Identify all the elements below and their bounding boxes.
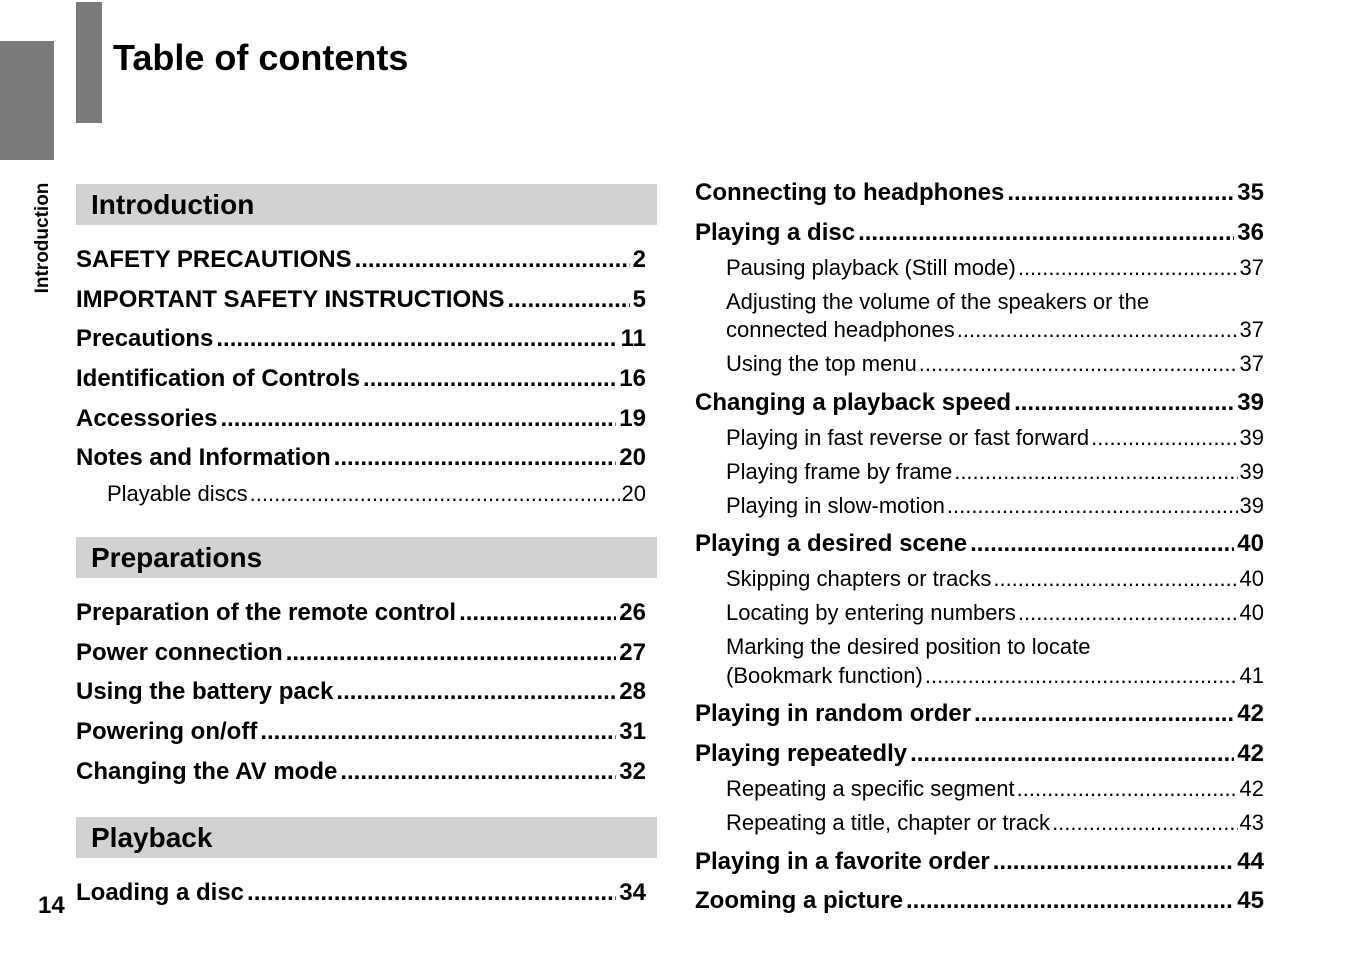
toc-entry-notes-and-information[interactable] [76,444,646,472]
toc-entry-page: 43 [1239,810,1264,835]
dot-leader [910,740,1234,768]
toc-entry-page: 11 [620,325,646,352]
toc-entry-page: 39 [1237,389,1264,416]
toc-entry-page: 34 [619,879,646,906]
section-header-preparations: Preparations [76,537,657,578]
dot-leader [250,481,620,507]
dot-leader [334,444,617,472]
toc-entry-page: 19 [619,405,646,432]
toc-entry-label: Powering on/off [76,718,258,745]
toc-entry-powering-on-off[interactable] [76,718,646,746]
toc-entry-label: Accessories [76,405,218,432]
dot-leader [993,848,1235,876]
toc-entry-page: 37 [1239,317,1264,342]
dot-leader [1014,389,1234,417]
dot-leader [355,246,630,274]
dot-leader [247,879,616,907]
toc-entry-repeating-segment[interactable] [726,776,1264,802]
toc-entry-connecting-headphones[interactable] [695,179,1264,207]
toc-entry-safety-precautions[interactable] [76,246,646,274]
toc-entry-label: Playable discs [107,481,248,506]
section-header-introduction: Introduction [76,184,657,225]
toc-entry-desired-scene[interactable] [695,530,1264,558]
dot-leader [993,566,1237,592]
toc-entry-label: Power connection [76,639,283,666]
toc-entry-label: Changing a playback speed [695,389,1012,416]
toc-entry-fast-reverse-forward[interactable] [726,425,1264,451]
toc-entry-page: 20 [621,481,646,506]
toc-entry-label: Loading a disc [76,879,245,906]
dot-leader [919,351,1238,377]
toc-entry-page: 45 [1237,887,1264,914]
dot-leader [340,758,616,786]
side-tab [0,41,54,160]
toc-entry-playable-discs[interactable] [107,481,646,507]
toc-entry-random-order[interactable] [695,700,1264,728]
toc-entry-page: 32 [619,758,646,785]
toc-entry-page: 26 [619,599,646,626]
toc-entry-frame-by-frame[interactable] [726,459,1264,485]
toc-entry-page: 40 [1239,600,1264,625]
toc-entry-zooming-picture[interactable] [695,887,1264,915]
toc-entry-page: 37 [1239,255,1264,280]
toc-entry-playing-repeatedly[interactable] [695,740,1264,768]
toc-entry-using-top-menu[interactable] [726,351,1264,377]
toc-entry-label: Playing in fast reverse or fast forward [726,425,1090,450]
toc-entry-label: Changing the AV mode [76,758,338,785]
dot-leader [974,700,1234,728]
toc-entry-page: 2 [632,246,646,273]
dot-leader [957,317,1238,343]
toc-entry-label: Playing in random order [695,700,972,727]
toc-entry-page: 42 [1237,740,1264,767]
toc-entry-label: Using the top menu [726,351,917,376]
dot-leader [286,639,617,667]
toc-entry-label: Locating by entering numbers [726,600,1016,625]
toc-entry-page: 31 [619,718,646,745]
toc-entry-label: Identification of Controls [76,365,360,392]
toc-entry-label: Playing in a favorite order [695,848,990,875]
dot-leader [1018,600,1238,626]
dot-leader [1018,255,1238,281]
toc-entry-page: 40 [1239,566,1264,591]
page-title: Table of contents [113,37,409,78]
toc-entry-page: 42 [1239,776,1264,801]
toc-entry-page: 37 [1239,351,1264,376]
title-bar [76,2,102,123]
toc-entry-label: Zooming a picture [695,887,904,914]
toc-entry-page: 39 [1239,459,1264,484]
toc-entry-page: 39 [1239,493,1264,518]
toc-entry-page: 42 [1237,700,1264,727]
toc-entry-page: 40 [1237,530,1264,557]
dot-leader [336,678,616,706]
toc-entry-label: Pausing playback (Still mode) [726,255,1016,280]
toc-entry-label: (Bookmark function) [726,663,923,688]
toc-entry-label: SAFETY PRECAUTIONS [76,246,352,273]
toc-entry-skipping-chapters[interactable] [726,566,1264,592]
toc-entry-page: 41 [1239,663,1264,688]
toc-entry-power-connection[interactable] [76,639,646,667]
toc-entry-page: 44 [1237,848,1264,875]
dot-leader [1052,810,1237,836]
toc-entry-using-battery-pack[interactable] [76,678,646,706]
toc-entry-label: Precautions [76,325,214,352]
toc-entry-changing-av-mode[interactable] [76,758,646,786]
toc-entry-identification-of-controls[interactable] [76,365,646,393]
toc-entry-adjusting-volume[interactable] [726,317,1264,343]
toc-entry-loading-a-disc[interactable] [76,879,646,907]
toc-entry-page: 20 [619,444,646,471]
toc-entry-label: Repeating a specific segment [726,776,1015,801]
toc-entry-page: 16 [619,365,646,392]
toc-entry-label: connected headphones [726,317,955,342]
toc-entry-label: Preparation of the remote control [76,599,457,626]
toc-entry-pausing-playback[interactable] [726,255,1264,281]
toc-entry-page: 39 [1239,425,1264,450]
toc-entry-label: Playing in slow-motion [726,493,945,518]
dot-leader [1007,179,1234,207]
toc-entry-label: Playing a desired scene [695,530,968,557]
dot-leader [858,219,1234,247]
toc-entry-accessories[interactable] [76,405,646,433]
dot-leader [925,663,1238,689]
page-number: 14 [38,892,65,919]
dot-leader [363,365,616,393]
toc-entry-label: IMPORTANT SAFETY INSTRUCTIONS [76,286,505,313]
toc-entry-precautions[interactable] [76,325,646,353]
toc-entry-label: Repeating a title, chapter or track [726,810,1051,835]
toc-entry-changing-playback-speed[interactable] [695,389,1264,417]
section-header-playback: Playback [76,817,657,858]
toc-entry-page: 35 [1237,179,1264,206]
toc-entry-label: Playing repeatedly [695,740,908,767]
toc-entry-label: Skipping chapters or tracks [726,566,992,591]
dot-leader [459,599,616,627]
dot-leader [216,325,617,353]
toc-entry-important-safety-instructions[interactable] [76,286,646,314]
dot-leader [906,887,1234,915]
toc-entry-repeating-title[interactable] [726,810,1264,836]
dot-leader [1017,776,1238,802]
dot-leader [970,530,1234,558]
toc-entry-playing-a-disc[interactable] [695,219,1264,247]
toc-entry-label: Using the battery pack [76,678,334,705]
dot-leader [507,286,629,314]
dot-leader [260,718,616,746]
toc-entry-line1: Adjusting the volume of the speakers or the [726,289,1150,314]
toc-entry-page: 36 [1237,219,1264,246]
dot-leader [954,459,1237,485]
dot-leader [1091,425,1237,451]
toc-entry-label: Notes and Information [76,444,331,471]
toc-entry-label: Connecting to headphones [695,179,1005,206]
toc-entry-preparation-of-remote[interactable] [76,599,646,627]
toc-entry-bookmark-function[interactable] [726,663,1264,689]
toc-entry-label: Playing frame by frame [726,459,953,484]
toc-entry-page: 28 [619,678,646,705]
toc-entry-slow-motion[interactable] [726,493,1264,519]
toc-entry-page: 27 [619,639,646,666]
toc-entry-locating-numbers[interactable] [726,600,1264,626]
toc-entry-label: Playing a disc [695,219,856,246]
dot-leader [947,493,1238,519]
toc-entry-line1: Marking the desired position to locate [726,634,1091,659]
dot-leader [220,405,616,433]
toc-entry-favorite-order[interactable] [695,848,1264,876]
side-tab-label: Introduction [32,182,53,294]
toc-entry-page: 5 [632,286,646,313]
